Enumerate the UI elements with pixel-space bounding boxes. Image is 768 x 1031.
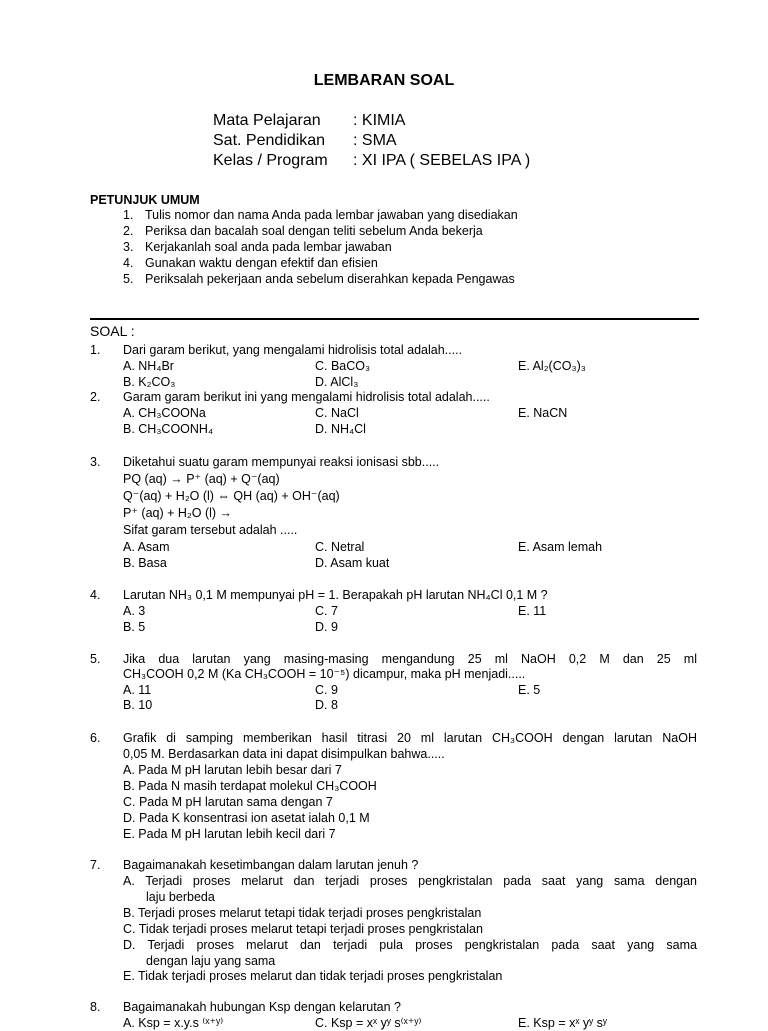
option-d: D. 8 bbox=[315, 698, 338, 712]
question-text: Jika dua larutan yang masing-masing mengandung 25 ml NaOH 0,2 M dan 25 ml bbox=[123, 652, 697, 666]
option-e: E. Asam lemah bbox=[518, 540, 603, 554]
option-c: C. BaCO₃ bbox=[315, 359, 371, 373]
meta-key: Kelas / Program bbox=[213, 152, 328, 169]
question-number: 2. bbox=[90, 390, 101, 404]
question-number: 8. bbox=[90, 1000, 101, 1014]
option-a: A. 3 bbox=[123, 604, 146, 618]
question-text: Garam garam berikut ini yang mengalami hidrolisis total adalah..... bbox=[123, 390, 490, 404]
question-text: Dari garam berikut, yang mengalami hidrolisis total adalah..... bbox=[123, 343, 463, 357]
option-b: B. Basa bbox=[123, 556, 167, 570]
meta-key: Sat. Pendidikan bbox=[213, 132, 326, 149]
option-e: E. Tidak terjadi proses melarut dan tidak terjadi proses pengkristalan bbox=[123, 969, 503, 983]
instruction-item: 3. Kerjakanlah soal anda pada lembar jawaban bbox=[123, 240, 392, 254]
option-d-cont: dengan laju yang sama bbox=[146, 954, 276, 968]
question-text: Bagaimanakah kesetimbangan dalam larutan jenuh ? bbox=[123, 858, 419, 872]
option-a: A. Pada M pH larutan lebih besar dari 7 bbox=[123, 763, 342, 777]
option-b: B. 10 bbox=[123, 698, 153, 712]
question-number: 1. bbox=[90, 343, 101, 357]
question-text: 0,05 M. Berdasarkan data ini dapat disimpulkan bahwa..... bbox=[123, 747, 445, 761]
reaction-line: P⁺ (aq) + H₂O (l) → bbox=[123, 506, 233, 520]
option-b: B. 5 bbox=[123, 620, 146, 634]
page-title: LEMBARAN SOAL bbox=[313, 72, 455, 89]
option-c: C. Ksp = xˣ yʸ s⁽ˣ⁺ʸ⁾ bbox=[315, 1016, 422, 1030]
question-text: Grafik di samping memberikan hasil titrasi 20 ml larutan CH₃COOH dengan larutan NaOH bbox=[123, 731, 697, 745]
soal-label: SOAL : bbox=[90, 323, 135, 339]
meta-value: : SMA bbox=[353, 132, 397, 149]
option-d: D. Pada K konsentrasi ion asetat ialah 0,1 M bbox=[123, 811, 370, 825]
option-e: E. 11 bbox=[518, 604, 547, 618]
option-b: B. Pada N masih terdapat molekul CH₃COOH bbox=[123, 779, 377, 793]
meta-subject bbox=[213, 112, 405, 130]
option-d: D. Terjadi proses melarut dan terjadi pula proses pengkristalan pada saat yang sama bbox=[123, 938, 697, 952]
option-a: A. 11 bbox=[123, 683, 152, 697]
option-a: A. Terjadi proses melarut dan terjadi proses pengkristalan pada saat yang sama dengan bbox=[123, 874, 697, 888]
option-e: E. Al₂(CO₃)₃ bbox=[518, 359, 586, 373]
question-text: Sifat garam tersebut adalah ..... bbox=[123, 523, 298, 537]
option-d: D. Asam kuat bbox=[315, 556, 390, 570]
meta-key: Mata Pelajaran bbox=[213, 112, 321, 129]
meta-value: : KIMIA bbox=[353, 112, 406, 129]
question-text: CH₃COOH 0,2 M (Ka CH₃COOH = 10⁻⁵) dicampur, maka pH menjadi..... bbox=[123, 667, 526, 681]
instruction-text: Tulis nomor dan nama Anda pada lembar jawaban yang disediakan bbox=[145, 208, 518, 222]
option-b: B. Terjadi proses melarut tetapi tidak terjadi proses pengkristalan bbox=[123, 906, 482, 920]
question-number: 6. bbox=[90, 731, 101, 745]
instruction-text: Kerjakanlah soal anda pada lembar jawaban bbox=[145, 240, 392, 254]
meta-school-level bbox=[213, 132, 397, 150]
question-number: 4. bbox=[90, 588, 101, 602]
option-c: C. NaCl bbox=[315, 406, 359, 420]
option-d: D. NH₄Cl bbox=[315, 422, 366, 436]
instruction-text: Periksa dan bacalah soal dengan teliti sebelum Anda bekerja bbox=[145, 224, 483, 238]
instructions-heading: PETUNJUK UMUM bbox=[90, 193, 200, 207]
meta-class bbox=[213, 152, 530, 170]
option-a: A. NH₄Br bbox=[123, 359, 174, 373]
instruction-text: Gunakan waktu dengan efektif dan efisien bbox=[145, 256, 378, 270]
option-c: C. Netral bbox=[315, 540, 365, 554]
instruction-item: 5. Periksalah pekerjaan anda sebelum diserahkan kepada Pengawas bbox=[123, 272, 515, 286]
question-text: Bagaimanakah hubungan Ksp dengan kelarutan ? bbox=[123, 1000, 401, 1014]
option-e: E. Pada M pH larutan lebih kecil dari 7 bbox=[123, 827, 336, 841]
meta-value: : XI IPA ( SEBELAS IPA ) bbox=[353, 152, 531, 169]
question-number: 7. bbox=[90, 858, 101, 872]
reaction-line: Q⁻(aq) + H₂O (l) ⇔ QH (aq) + OH⁻(aq) bbox=[123, 489, 340, 503]
option-b: B. CH₃COONH₄ bbox=[123, 422, 214, 436]
option-a-cont: laju berbeda bbox=[146, 890, 215, 904]
option-d: D. AlCl₃ bbox=[315, 375, 359, 389]
option-d: D. 9 bbox=[315, 620, 338, 634]
section-divider bbox=[90, 318, 699, 320]
option-c: C. Tidak terjadi proses melarut tetapi terjadi proses pengkristalan bbox=[123, 922, 483, 936]
instruction-item: 2. Periksa dan bacalah soal dengan teliti sebelum Anda bekerja bbox=[123, 224, 483, 238]
question-number: 3. bbox=[90, 455, 101, 469]
option-e: E. 5 bbox=[518, 683, 541, 697]
question-text: Larutan NH₃ 0,1 M mempunyai pH = 1. Berapakah pH larutan NH₄Cl 0,1 M ? bbox=[123, 588, 548, 602]
option-e: E. Ksp = xˣ yʸ sʸ bbox=[518, 1016, 607, 1030]
option-b: B. K₂CO₃ bbox=[123, 375, 176, 389]
option-e: E. NaCN bbox=[518, 406, 568, 420]
option-a: A. Ksp = x.y.s ⁽ˣ⁺ʸ⁾ bbox=[123, 1016, 224, 1030]
question-number: 5. bbox=[90, 652, 101, 666]
instruction-text: Periksalah pekerjaan anda sebelum diserahkan kepada Pengawas bbox=[145, 272, 515, 286]
option-c: C. Pada M pH larutan sama dengan 7 bbox=[123, 795, 333, 809]
instruction-item: 1. Tulis nomor dan nama Anda pada lembar jawaban yang disediakan bbox=[123, 208, 518, 222]
option-c: C. 9 bbox=[315, 683, 338, 697]
option-a: A. CH₃COONa bbox=[123, 406, 206, 420]
instruction-item: 4. Gunakan waktu dengan efektif dan efisien bbox=[123, 256, 378, 270]
option-a: A. Asam bbox=[123, 540, 170, 554]
reaction-line: PQ (aq) → P⁺ (aq) + Q⁻(aq) bbox=[123, 472, 280, 486]
option-c: C. 7 bbox=[315, 604, 338, 618]
question-text: Diketahui suatu garam mempunyai reaksi ionisasi sbb..... bbox=[123, 455, 440, 469]
